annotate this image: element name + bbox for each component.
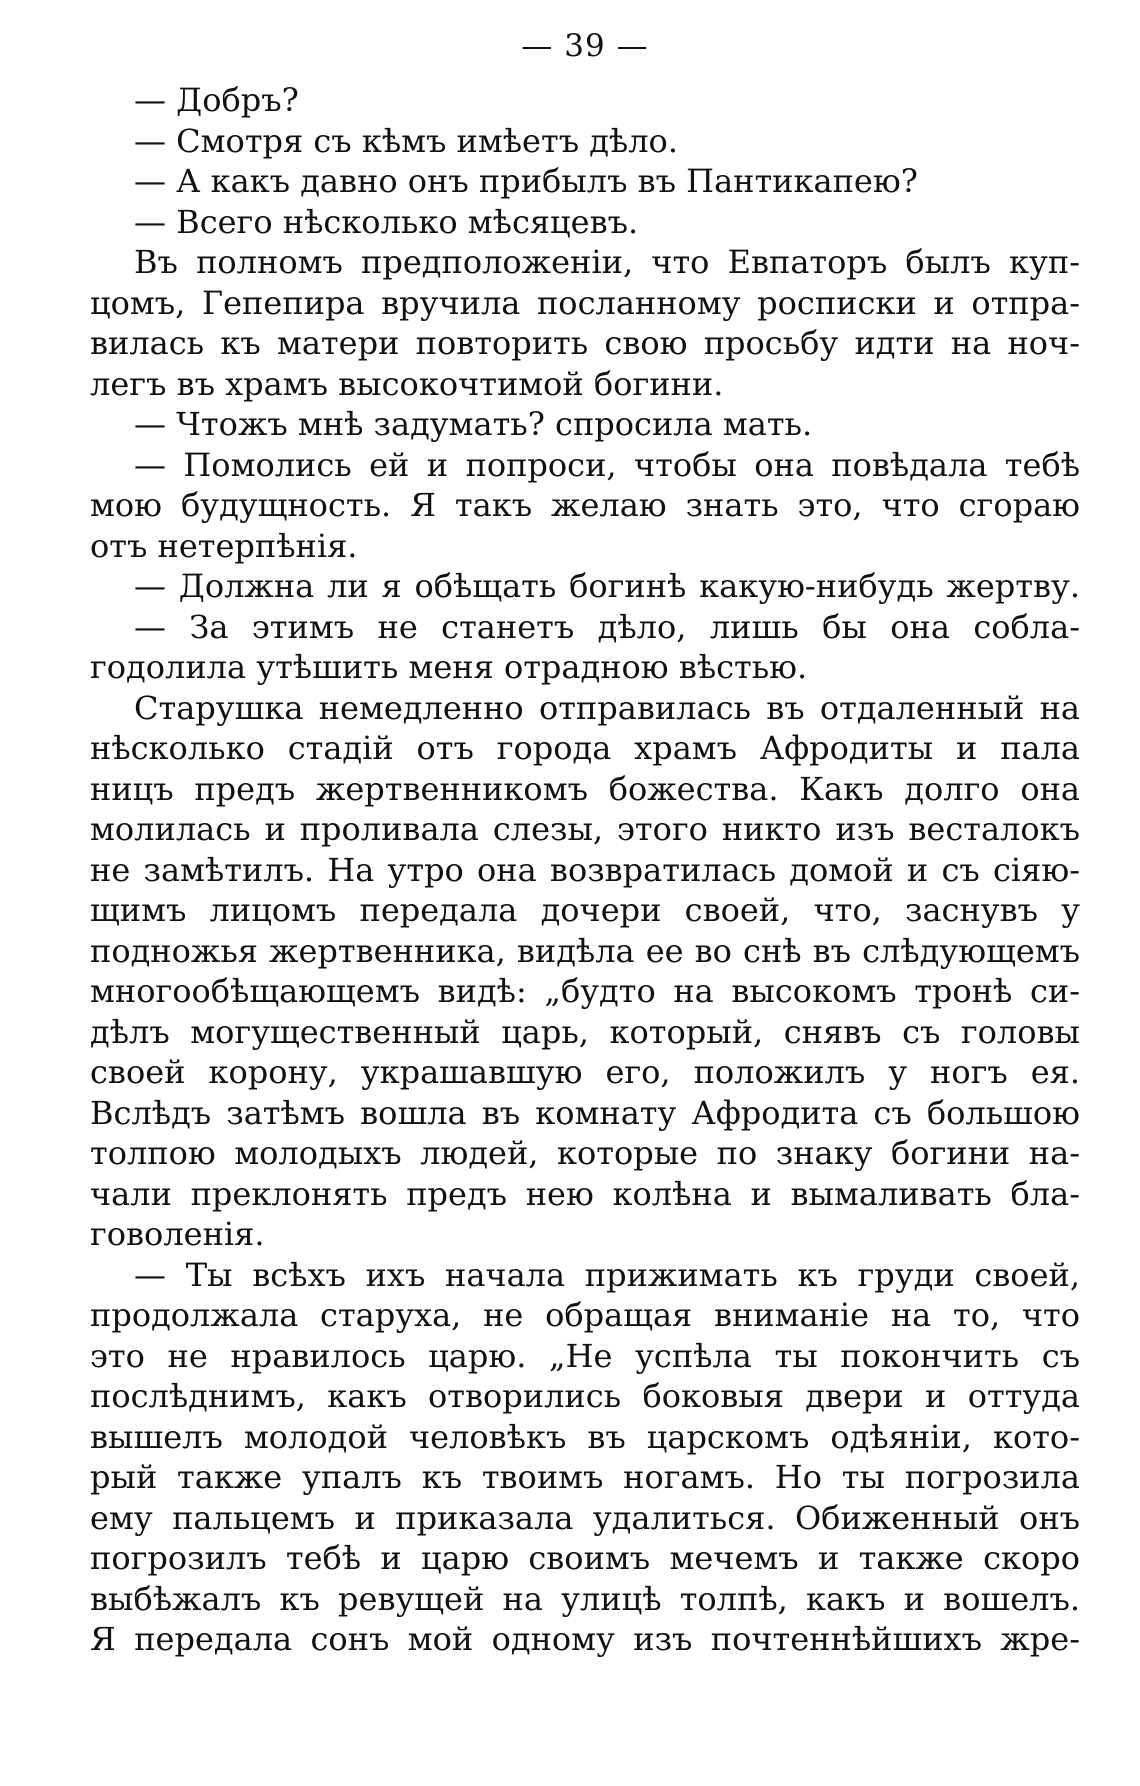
text-line: толпою молодыхъ людей, которые по знаку богини на- [90, 1134, 1080, 1172]
text-line: ему пальцемъ и приказала удалиться. Обиженный онъ [90, 1498, 1080, 1537]
text-line: вышелъ молодой человѣкъ въ царскомъ одѣянiи, кото- [90, 1417, 1080, 1456]
text-line: отъ нетерпѣнiя. [90, 526, 358, 565]
text-line: — Должна ли я обѣщать богинѣ какую-нибудь жертву. [134, 567, 1080, 605]
text-line: погрозилъ тебѣ и царю своимъ мечемъ и также скоро [90, 1539, 1080, 1577]
text-line: цомъ, Гепепира вручила посланному росписки и отпра- [90, 283, 1080, 322]
text-line: это не нравилось царю. „Не успѣла ты покончить съ [90, 1336, 1080, 1375]
text-line: — Ты всѣхъ ихъ начала прижимать къ груди своей, [134, 1255, 1080, 1294]
text-line: выбѣжалъ къ ревущей на улицѣ толпѣ, какъ и вошелъ. [90, 1579, 1080, 1618]
text-line: послѣднимъ, какъ отворились боковыя двери и оттуда [90, 1377, 1080, 1415]
text-line: своей корону, украшавшую его, положилъ у ногъ ея. [90, 1053, 1080, 1091]
text-line: мою будущность. Я такъ желаю знать это, что сгораю [90, 486, 1080, 524]
text-line: — Смотря съ кѣмъ имѣетъ дѣло. [134, 121, 678, 160]
text-line: — За этимъ не станетъ дѣло, лишь бы она собла- [134, 607, 1080, 646]
text-line: молилась и проливала слезы, этого никто изъ весталокъ [90, 810, 1080, 848]
text-line: ницъ предъ жертвенникомъ божества. Какъ долго она [90, 769, 1080, 808]
text-line: щимъ лицомъ передала дочери своей, что, заснувъ у [90, 891, 1080, 929]
text-line: вилась къ матери повторить свою просьбу идти на ноч- [90, 324, 1080, 362]
text-line: — А какъ давно онъ прибылъ въ Пантикапею? [134, 162, 918, 200]
text-line: говоленiя. [90, 1215, 265, 1253]
text-line: — Добръ? [134, 81, 299, 119]
text-line: подножья жертвенника, видѣла ее во снѣ въ слѣдующемъ [90, 931, 1080, 970]
text-line: годолила утѣшить меня отрадною вѣстью. [90, 648, 808, 686]
text-line: рый также упалъ къ твоимъ ногамъ. Но ты погрозила [90, 1458, 1080, 1496]
text-line: Въ полномъ предположенiи, что Евпаторъ былъ куп- [134, 243, 1080, 281]
book-page [90, 26, 1080, 1660]
text-line: дѣлъ могущественный царь, который, снявъ съ головы [90, 1012, 1080, 1051]
text-line: не замѣтилъ. На утро она возвратилась домой и съ сiяю- [90, 850, 1080, 889]
page-number: — 39 — [521, 28, 649, 64]
text-line: Вслѣдъ затѣмъ вошла въ комнату Афродита съ большою [90, 1093, 1080, 1132]
text-line: легъ въ храмъ высокочтимой богини. [90, 364, 724, 403]
text-line: Старушка немедленно отправилась въ отдаленный на [134, 688, 1080, 727]
text-line: продолжала старуха, не обращая вниманiе на то, что [90, 1296, 1080, 1334]
text-line: нѣсколько стадiй отъ города храмъ Афродиты и пала [90, 729, 1080, 767]
text-line: — Чтожъ мнѣ задумать? спросила мать. [134, 405, 813, 443]
text-block [90, 80, 1080, 1660]
text-line: Я передала сонъ мой одному изъ почтеннѣйшихъ жре- [90, 1620, 1080, 1658]
text-line: — Всего нѣсколько мѣсяцевъ. [134, 202, 639, 241]
text-line: — Помолись ей и попроси, чтобы она повѣдала тебѣ [134, 445, 1080, 484]
text-line: чали преклонять предъ нею колѣна и вымаливать бла- [90, 1174, 1080, 1213]
text-line: многообѣщающемъ видѣ: „будто на высокомъ тронѣ си- [90, 972, 1080, 1010]
